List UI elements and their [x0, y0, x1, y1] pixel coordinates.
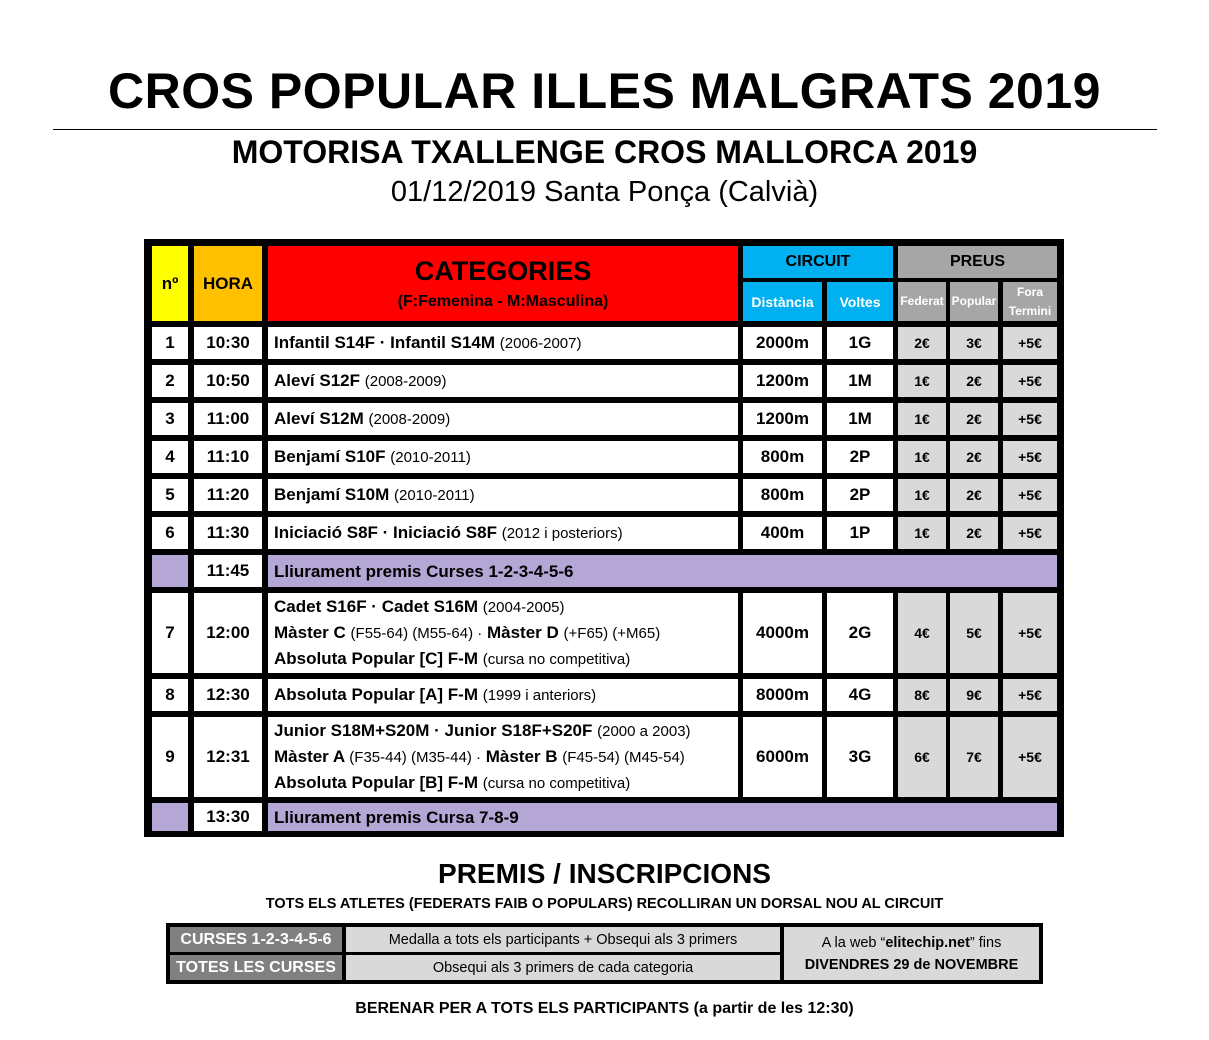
- registration-prefix: A la web “: [821, 934, 886, 951]
- row-distance: 2000m: [743, 327, 822, 359]
- row-distance: 4000m: [743, 593, 822, 673]
- category-years: (cursa no competitiva): [482, 775, 631, 792]
- row-price-popular: 2€: [950, 517, 998, 549]
- category-years: (F55-64) (M55-64) ·: [350, 625, 483, 642]
- registration-deadline: DIVENDRES 29 de NOVEMBRE: [804, 956, 1019, 973]
- category-years: (2006-2007): [499, 335, 582, 352]
- row-voltes: 2G: [827, 593, 893, 673]
- row-price-popular: 2€: [950, 441, 998, 473]
- category-line: [274, 368, 446, 394]
- category-name: Absoluta Popular [C] F-M: [274, 649, 478, 668]
- row-categories: [268, 403, 738, 435]
- row-distance: 8000m: [743, 679, 822, 711]
- row-hora: 11:10: [194, 441, 262, 473]
- category-years: (F45-54) (M45-54): [562, 749, 685, 766]
- row-hora: 11:30: [194, 517, 262, 549]
- registration-line1: [822, 932, 1002, 954]
- row-price-federat: 1€: [898, 479, 946, 511]
- row-hora: 10:50: [194, 365, 262, 397]
- award-hora: 11:45: [194, 555, 262, 587]
- row-number: 5: [152, 479, 188, 511]
- prize-label-1: CURSES 1-2-3-4-5-6: [170, 927, 342, 952]
- category-name: Absoluta Popular [B] F-M: [274, 773, 478, 792]
- header-no: nº: [152, 246, 188, 321]
- header-categories: [268, 246, 738, 321]
- row-categories: [268, 327, 738, 359]
- category-years: (1999 i anteriors): [482, 687, 597, 704]
- row-price-fora-termini: +5€: [1003, 717, 1057, 797]
- category-years: (2010-2011): [390, 449, 471, 466]
- row-price-fora-termini: +5€: [1003, 365, 1057, 397]
- category-years: (2012 i posteriors): [501, 525, 623, 542]
- category-name: Benjamí S10M: [274, 485, 390, 504]
- row-categories: [268, 717, 738, 797]
- row-distance: 1200m: [743, 403, 822, 435]
- dorsal-note: TOTS ELS ATLETES (FEDERATS FAIB O POPULARS) RECOLLIRAN UN DORSAL NOU AL CIRCUIT: [265, 896, 944, 912]
- row-hora: 12:30: [194, 679, 262, 711]
- row-categories: [268, 679, 738, 711]
- registration-info: [784, 927, 1039, 980]
- category-years: (2000 a 2003): [597, 723, 691, 740]
- header-hora: HORA: [194, 246, 262, 321]
- registration-suffix: ” fins: [969, 934, 1002, 951]
- row-categories: [268, 517, 738, 549]
- header-circuit: CIRCUIT: [743, 246, 893, 278]
- row-voltes: 2P: [827, 441, 893, 473]
- category-years: (2010-2011): [394, 487, 475, 504]
- schedule-table: [144, 239, 1064, 837]
- row-number: 9: [152, 717, 188, 797]
- page-subtitle: MOTORISA TXALLENGE CROS MALLORCA 2019: [231, 134, 978, 170]
- row-price-federat: 2€: [898, 327, 946, 359]
- category-years: (2008-2009): [368, 411, 451, 428]
- row-price-popular: 2€: [950, 403, 998, 435]
- row-distance: 400m: [743, 517, 822, 549]
- row-hora: 10:30: [194, 327, 262, 359]
- row-price-popular: 2€: [950, 365, 998, 397]
- category-name: Aleví S12M: [274, 409, 364, 428]
- category-name: Iniciació S8F · Iniciació S8F: [274, 523, 497, 542]
- row-price-federat: 1€: [898, 365, 946, 397]
- title-divider: [53, 129, 1157, 130]
- category-line: [274, 482, 475, 508]
- row-price-fora-termini: +5€: [1003, 479, 1057, 511]
- row-number: 3: [152, 403, 188, 435]
- category-name: Infantil S14F · Infantil S14M: [274, 333, 496, 352]
- row-categories: [268, 593, 738, 673]
- row-price-popular: 3€: [950, 327, 998, 359]
- row-hora: 11:20: [194, 479, 262, 511]
- row-price-federat: 4€: [898, 593, 946, 673]
- row-distance: 800m: [743, 479, 822, 511]
- header-voltes: Voltes: [827, 282, 893, 321]
- award-text: Lliurament premis Curses 1-2-3-4-5-6: [268, 555, 1057, 587]
- prize-text-1: Medalla a tots els participants + Obsequi als 3 primers: [346, 927, 780, 952]
- category-line: [274, 620, 660, 646]
- row-price-popular: 9€: [950, 679, 998, 711]
- event-date-location: 01/12/2019 Santa Ponça (Calvià): [390, 176, 819, 208]
- award-text: Lliurament premis Cursa 7-8-9: [268, 803, 1057, 831]
- header-federat: Federat: [898, 282, 946, 321]
- category-line: [274, 744, 685, 770]
- row-number: 6: [152, 517, 188, 549]
- category-name: Aleví S12F: [274, 371, 360, 390]
- category-line: [274, 520, 623, 546]
- category-name: Absoluta Popular [A] F-M: [274, 685, 478, 704]
- row-distance: 6000m: [743, 717, 822, 797]
- row-voltes: 1P: [827, 517, 893, 549]
- row-hora: 11:00: [194, 403, 262, 435]
- registration-site: elitechip.net: [885, 934, 970, 951]
- row-categories: [268, 365, 738, 397]
- row-voltes: 4G: [827, 679, 893, 711]
- category-line: [274, 406, 450, 432]
- row-price-fora-termini: +5€: [1003, 403, 1057, 435]
- category-line: [274, 646, 630, 672]
- prize-text-2: Obsequi als 3 primers de cada categoria: [346, 955, 780, 980]
- category-line: [274, 718, 691, 744]
- row-price-fora-termini: +5€: [1003, 327, 1057, 359]
- header-preus: PREUS: [898, 246, 1057, 278]
- row-price-popular: 2€: [950, 479, 998, 511]
- row-number: 7: [152, 593, 188, 673]
- row-price-fora-termini: +5€: [1003, 517, 1057, 549]
- category-name: Benjamí S10F: [274, 447, 386, 466]
- row-number: 8: [152, 679, 188, 711]
- category-line: [274, 594, 565, 620]
- award-hora: 13:30: [194, 803, 262, 831]
- page-title: CROS POPULAR ILLES MALGRATS 2019: [108, 63, 1101, 119]
- header-categories-title: CATEGORIES: [414, 256, 592, 286]
- category-name: Màster A: [274, 747, 345, 766]
- row-price-fora-termini: +5€: [1003, 593, 1057, 673]
- category-line: [274, 770, 630, 796]
- row-number: 1: [152, 327, 188, 359]
- row-hora: 12:31: [194, 717, 262, 797]
- row-price-federat: 1€: [898, 441, 946, 473]
- header-fora-termini-line2: Termini: [1008, 303, 1052, 318]
- row-price-popular: 5€: [950, 593, 998, 673]
- header-fora-termini: [1003, 282, 1057, 321]
- row-price-federat: 1€: [898, 403, 946, 435]
- category-years: (+F65) (+M65): [563, 625, 661, 642]
- category-years: (2008-2009): [364, 373, 447, 390]
- category-name: Màster D: [486, 623, 559, 642]
- award-row-spacer: [152, 555, 188, 587]
- premis-title: PREMIS / INSCRIPCIONS: [438, 858, 771, 889]
- header-categories-legend: (F:Femenina - M:Masculina): [397, 293, 609, 310]
- prizes-table: [166, 923, 1043, 984]
- row-voltes: 1M: [827, 403, 893, 435]
- category-line: [274, 330, 582, 356]
- category-years: (F35-44) (M35-44) ·: [349, 749, 481, 766]
- header-distancia: Distància: [743, 282, 822, 321]
- row-number: 2: [152, 365, 188, 397]
- row-distance: 1200m: [743, 365, 822, 397]
- row-price-fora-termini: +5€: [1003, 679, 1057, 711]
- row-voltes: 1G: [827, 327, 893, 359]
- row-hora: 12:00: [194, 593, 262, 673]
- category-years: (2004-2005): [482, 599, 565, 616]
- category-years: (cursa no competitiva): [482, 651, 631, 668]
- row-categories: [268, 441, 738, 473]
- category-line: [274, 444, 471, 470]
- row-price-federat: 6€: [898, 717, 946, 797]
- header-fora-termini-line1: Fora: [1016, 284, 1043, 299]
- category-name: Cadet S16F · Cadet S16M: [274, 597, 479, 616]
- row-voltes: 1M: [827, 365, 893, 397]
- header-popular: Popular: [950, 282, 998, 321]
- row-categories: [268, 479, 738, 511]
- prize-label-2: TOTES LES CURSES: [170, 955, 342, 980]
- row-distance: 800m: [743, 441, 822, 473]
- category-name: Junior S18M+S20M · Junior S18F+S20F: [274, 721, 593, 740]
- category-name: Màster C: [274, 623, 346, 642]
- row-voltes: 2P: [827, 479, 893, 511]
- row-price-federat: 8€: [898, 679, 946, 711]
- row-price-federat: 1€: [898, 517, 946, 549]
- category-line: [274, 682, 596, 708]
- row-price-fora-termini: +5€: [1003, 441, 1057, 473]
- row-price-popular: 7€: [950, 717, 998, 797]
- berenar-note: BERENAR PER A TOTS ELS PARTICIPANTS (a partir de les 12:30): [355, 1000, 854, 1017]
- category-name: Màster B: [485, 747, 558, 766]
- award-row-spacer: [152, 803, 188, 831]
- row-number: 4: [152, 441, 188, 473]
- row-voltes: 3G: [827, 717, 893, 797]
